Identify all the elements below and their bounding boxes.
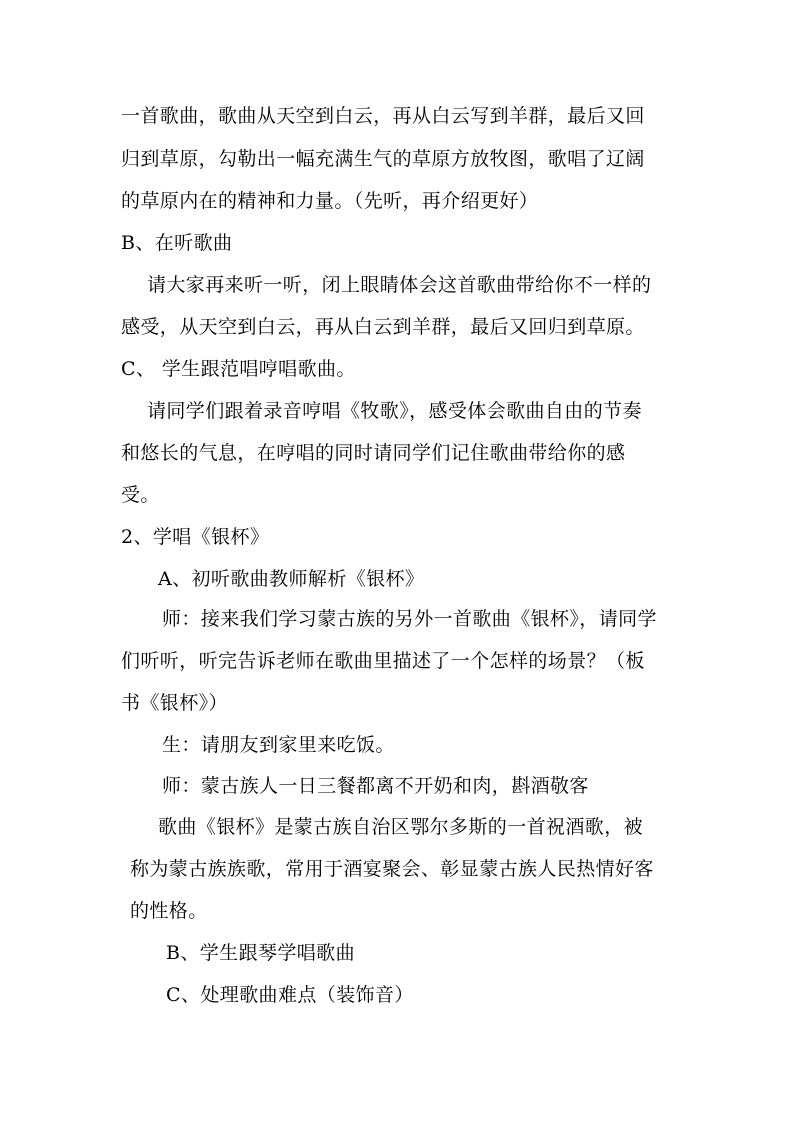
text-line: 歌曲《银杯》是蒙古族自治区鄂尔多斯的一首祝酒歌，被	[158, 816, 644, 838]
text-line: 师：接来我们学习蒙古族的另外一首歌曲《银杯》，请同学	[162, 608, 657, 630]
text-line: 请大家再来听一听，闭上眼睛体会这首歌曲带给你不一样的	[147, 274, 652, 296]
text-line: 生：请朋友到家里来吃饭。	[162, 734, 395, 756]
text-line: 的草原内在的精神和力量。（先听，再介绍更好）	[121, 190, 539, 212]
text-line: 们听听，听完告诉老师在歌曲里描述了一个怎样的场景？（板	[121, 650, 645, 672]
subsection-heading: C、处理歌曲难点（装饰音）	[166, 984, 414, 1006]
section-heading: C、 学生跟范唱哼唱歌曲。	[121, 358, 356, 380]
text-line: 归到草原，勾勒出一幅充满生气的草原方放牧图，歌唱了辽阔	[121, 148, 645, 170]
subsection-heading: B、学生跟琴学唱歌曲	[166, 942, 355, 964]
text-line: 一首歌曲，歌曲从天空到白云，再从白云写到羊群，最后又回	[121, 105, 645, 127]
section-heading: B、在听歌曲	[121, 232, 233, 254]
subsection-heading: A、初听歌曲教师解析《银杯》	[158, 568, 425, 590]
text-line: 书《银杯》）	[121, 692, 228, 714]
text-line: 的性格。	[130, 900, 208, 922]
text-line: 称为蒙古族族歌，常用于酒宴聚会、彰显蒙古族人民热情好客	[130, 858, 654, 880]
text-line: 和悠长的气息，在哼唱的同时请同学们记住歌曲带给你的感	[121, 442, 626, 464]
text-line: 请同学们跟着录音哼唱《牧歌》，感受体会歌曲自由的节奏	[147, 400, 642, 422]
section-heading: 2、学唱《银杯》	[121, 526, 270, 548]
text-line: 感受，从天空到白云，再从白云到羊群，最后又回归到草原。	[121, 316, 645, 338]
text-line: 受。	[121, 484, 160, 506]
text-line: 师：蒙古族人一日三餐都离不开奶和肉，斟酒敬客	[162, 775, 589, 797]
